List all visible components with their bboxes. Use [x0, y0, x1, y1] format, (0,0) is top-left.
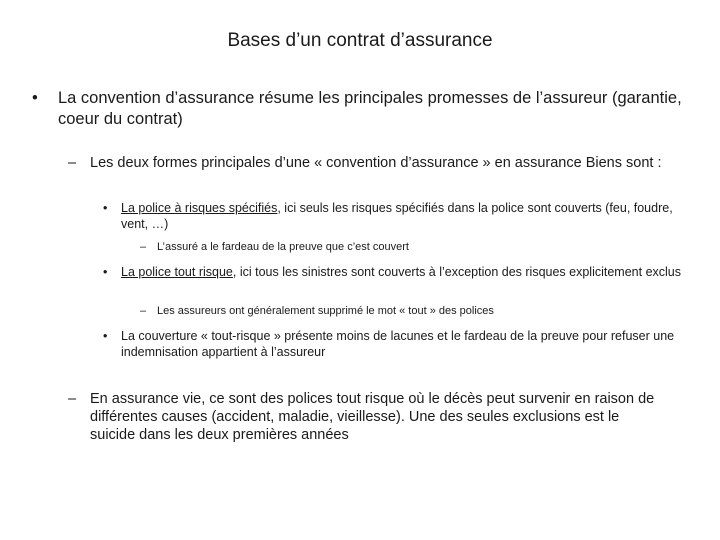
dash-marker: –	[140, 241, 147, 253]
underlined-term: La police tout risque	[121, 265, 233, 279]
bullet-marker: •	[32, 89, 38, 107]
bullet-convention	[32, 88, 692, 130]
bullet-all-risk	[103, 264, 703, 280]
bullet-text: La couverture « tout-risque » présente moins de lacunes et le fardeau de la preuve pour refuser une indemnisation appartient à l’assureur	[121, 329, 675, 359]
bullet-rest: , ici seuls les risques spécifiés dans la police sont couverts (feu, foudre, vent, …)	[121, 201, 673, 231]
bullet-marker: •	[103, 201, 108, 215]
bullet-rest: , ici tous les sinistres sont couverts à l’exception des risques explicitement exclus	[232, 265, 682, 279]
note-text: Les assureurs ont généralement supprimé le mot « tout » des polices	[157, 305, 494, 317]
note-word-removed	[140, 304, 700, 318]
subpoint-text: En assurance vie, ce sont des polices tout risque où le décès peut survenir en raison de différentes causes (accident, maladie, vieillesse). Une des seules exclusions est le suicide dans les deux premières années	[90, 391, 655, 443]
subpoint-text: Les deux formes principales d’une « convention d’assurance » en assurance Biens sont :	[90, 155, 662, 171]
dash-marker: –	[140, 305, 147, 317]
bullet-marker: •	[103, 329, 108, 343]
dash-marker: –	[68, 155, 77, 171]
underlined-term: La police à risques spécifiés	[121, 201, 278, 215]
bullet-all-risk-coverage	[103, 328, 703, 360]
bullet-text: La convention d’assurance résume les principales promesses de l’assureur (garantie, coeur du contrat)	[58, 89, 682, 128]
subpoint-life-insurance	[68, 390, 668, 444]
bullet-text	[121, 200, 703, 232]
bullet-text	[121, 264, 703, 280]
slide-title: Bases d’un contrat d’assurance	[227, 30, 493, 51]
dash-marker: –	[68, 391, 77, 407]
bullet-marker: •	[103, 265, 108, 279]
note-burden-of-proof	[140, 240, 700, 254]
subpoint-forms	[68, 154, 698, 172]
bullet-specified-risks	[103, 200, 703, 232]
note-text: L’assuré a le fardeau de la preuve que c’est couvert	[157, 241, 409, 253]
